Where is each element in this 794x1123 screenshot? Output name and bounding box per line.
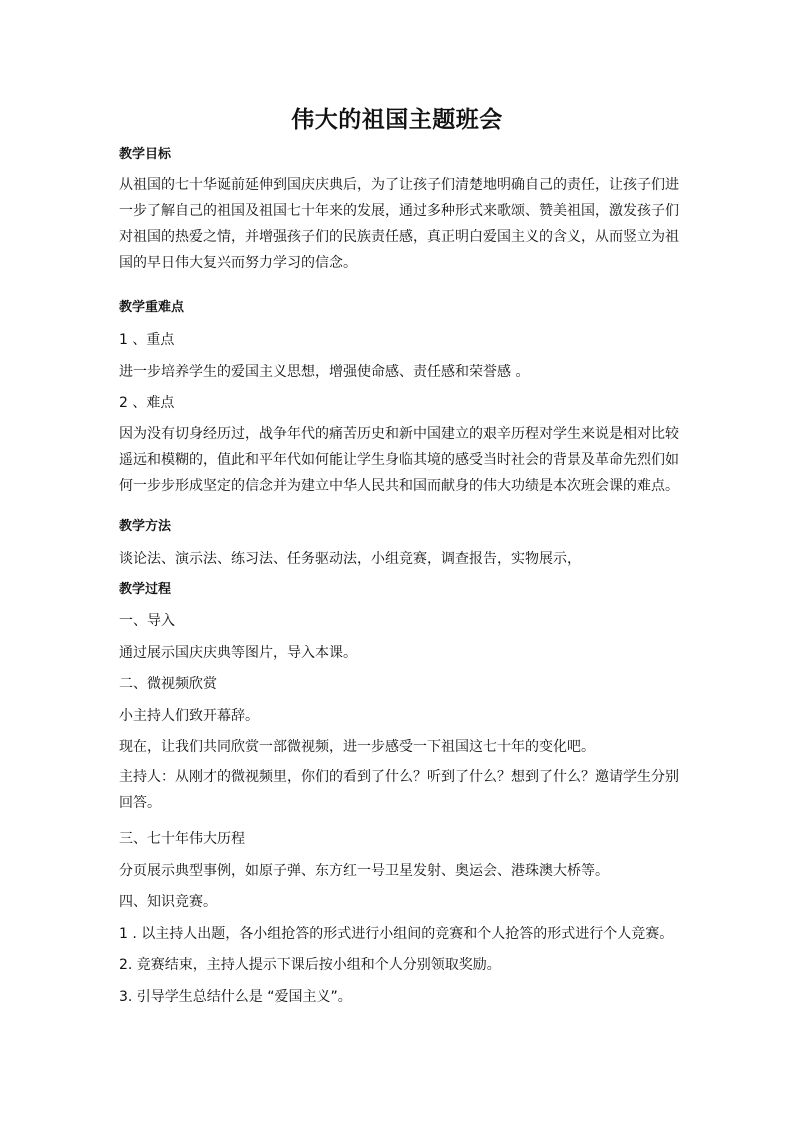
- section-2-paragraph-3: [119, 764, 679, 816]
- section-1-text: 通过展示国庆庆典等图片，导入本课。: [119, 645, 357, 661]
- document-title: 伟大的祖国主题班会: [291, 107, 503, 133]
- objectives-heading: 教学目标: [119, 147, 172, 162]
- methods-text: 谈论法、演示法、练习法、任务驱动法，小组竞赛，调查报告，实物展示，: [119, 551, 581, 567]
- section-3-title: 三、七十年伟大历程: [119, 831, 245, 847]
- key-point-text: 进一步培养学生的爱国主义思想，增强使命感、责任感和荣誉感 。: [119, 364, 530, 380]
- paragraph-line: 因为没有切身经历过，战争年代的痛苦历史和新中国建立的艰辛历程对学生来说是相对比较: [119, 426, 679, 442]
- section-4-title: 四、知识竞赛。: [119, 894, 217, 910]
- difficult-point-paragraph: [119, 421, 679, 499]
- paragraph-line: 对祖国的热爱之情，并增强孩子们的民族责任感，真正明白爱国主义的含义，从而竖立为祖: [119, 229, 679, 245]
- paragraph-line: 从祖国的七十华诞前延伸到国庆庆典后，为了让孩子们清楚地明确自己的责任，让孩子们进: [119, 177, 679, 193]
- paragraph-line: 遥远和模糊的，值此和平年代如何能让学生身临其境的感受当时社会的背景及革命先烈们如: [119, 452, 679, 468]
- difficult-point-label: 2 、难点: [119, 395, 175, 411]
- list-item: 2. 竞赛结束，主持人提示下课后按小组和个人分别领取奖励。: [119, 957, 501, 973]
- paragraph-line: 一步了解自己的祖国及祖国七十年来的发展，通过多种形式来歌颂、赞美祖国，激发孩子们: [119, 203, 679, 219]
- methods-heading: 教学方法: [119, 519, 172, 534]
- section-2-paragraph-2: 现在，让我们共同欣赏一部微视频，进一步感受一下祖国这七十年的变化吧。: [119, 739, 595, 755]
- key-point-label: 1 、重点: [119, 332, 175, 348]
- process-heading: 教学过程: [119, 582, 172, 597]
- list-item: 1 . 以主持人出题，各小组抢答的形式进行小组间的竞赛和个人抢答的形式进行个人竞赛。: [119, 926, 674, 942]
- objectives-paragraph: [119, 172, 679, 276]
- paragraph-line: 回答。: [119, 795, 161, 811]
- section-1-title: 一、导入: [119, 613, 175, 629]
- keypoints-heading: 教学重难点: [119, 300, 185, 315]
- section-2-paragraph-1: 小主持人们致开幕辞。: [119, 708, 259, 724]
- paragraph-line: 主持人：从刚才的微视频里，你们的看到了什么？听到了什么？想到了什么？邀请学生分别: [119, 769, 679, 785]
- section-3-text: 分页展示典型事例，如原子弹、东方红一号卫星发射、奥运会、港珠澳大桥等。: [119, 863, 609, 879]
- paragraph-line: 国的早日伟大复兴而努力学习的信念。: [119, 255, 357, 271]
- list-item: 3. 引导学生总结什么是 “爱国主义”。: [119, 989, 352, 1005]
- section-2-title: 二、微视频欣赏: [119, 676, 217, 692]
- paragraph-line: 何一步步形成坚定的信念并为建立中华人民共和国而献身的伟大功绩是本次班会课的难点。: [119, 478, 679, 494]
